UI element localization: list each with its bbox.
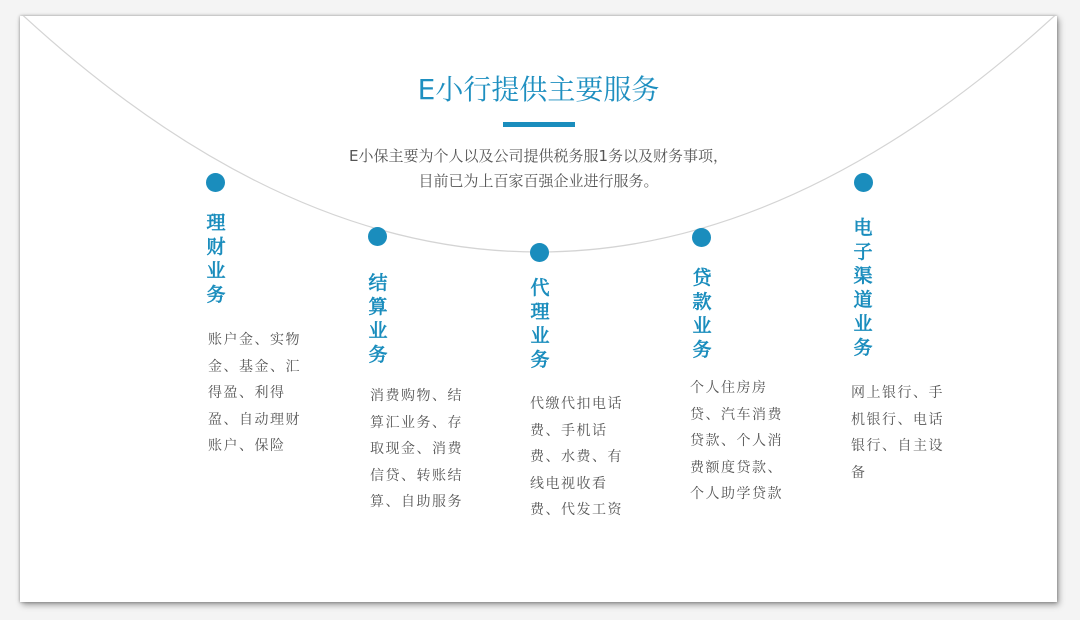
service-heading-e-channel: 电子渠道业务 bbox=[853, 217, 873, 359]
page-subtitle bbox=[20, 144, 1057, 194]
service-desc-loan: 个人住房房贷、汽车消费贷款、个人消费额度贷款、个人助学贷款 bbox=[690, 380, 783, 502]
subtitle-line-2: 目前已为上百家百强企业进行服务。 bbox=[418, 172, 659, 190]
service-dot-loan bbox=[692, 228, 711, 247]
service-desc-settlement: 消费购物、结算汇业务、存取现金、消费信贷、转账结算、自助服务 bbox=[370, 388, 463, 510]
service-heading-agency: 代理业务 bbox=[530, 277, 550, 371]
service-desc-e-channel: 网上银行、手机银行、电话银行、自主设备 bbox=[851, 385, 944, 481]
service-desc-wealth: 账户金、实物金、基金、汇得盈、利得盈、自动理财账户、保险 bbox=[208, 332, 301, 454]
page-title: E小行提供主要服务 bbox=[417, 73, 660, 106]
service-dot-agency bbox=[530, 243, 549, 262]
service-heading-loan: 贷款业务 bbox=[692, 267, 712, 361]
service-dot-settlement bbox=[368, 227, 387, 246]
service-dot-wealth bbox=[206, 173, 225, 192]
service-heading-wealth: 理财业务 bbox=[206, 212, 226, 306]
service-heading-settlement: 结算业务 bbox=[368, 272, 388, 366]
subtitle-line-1: E小保主要为个人以及公司提供税务服1务以及财务事项， bbox=[348, 147, 729, 165]
slide-canvas bbox=[20, 16, 1057, 602]
title-underline bbox=[503, 122, 575, 127]
service-desc-agency: 代缴代扣电话费、手机话费、水费、有线电视收看费、代发工资 bbox=[530, 396, 623, 518]
service-dot-e-channel bbox=[854, 173, 873, 192]
